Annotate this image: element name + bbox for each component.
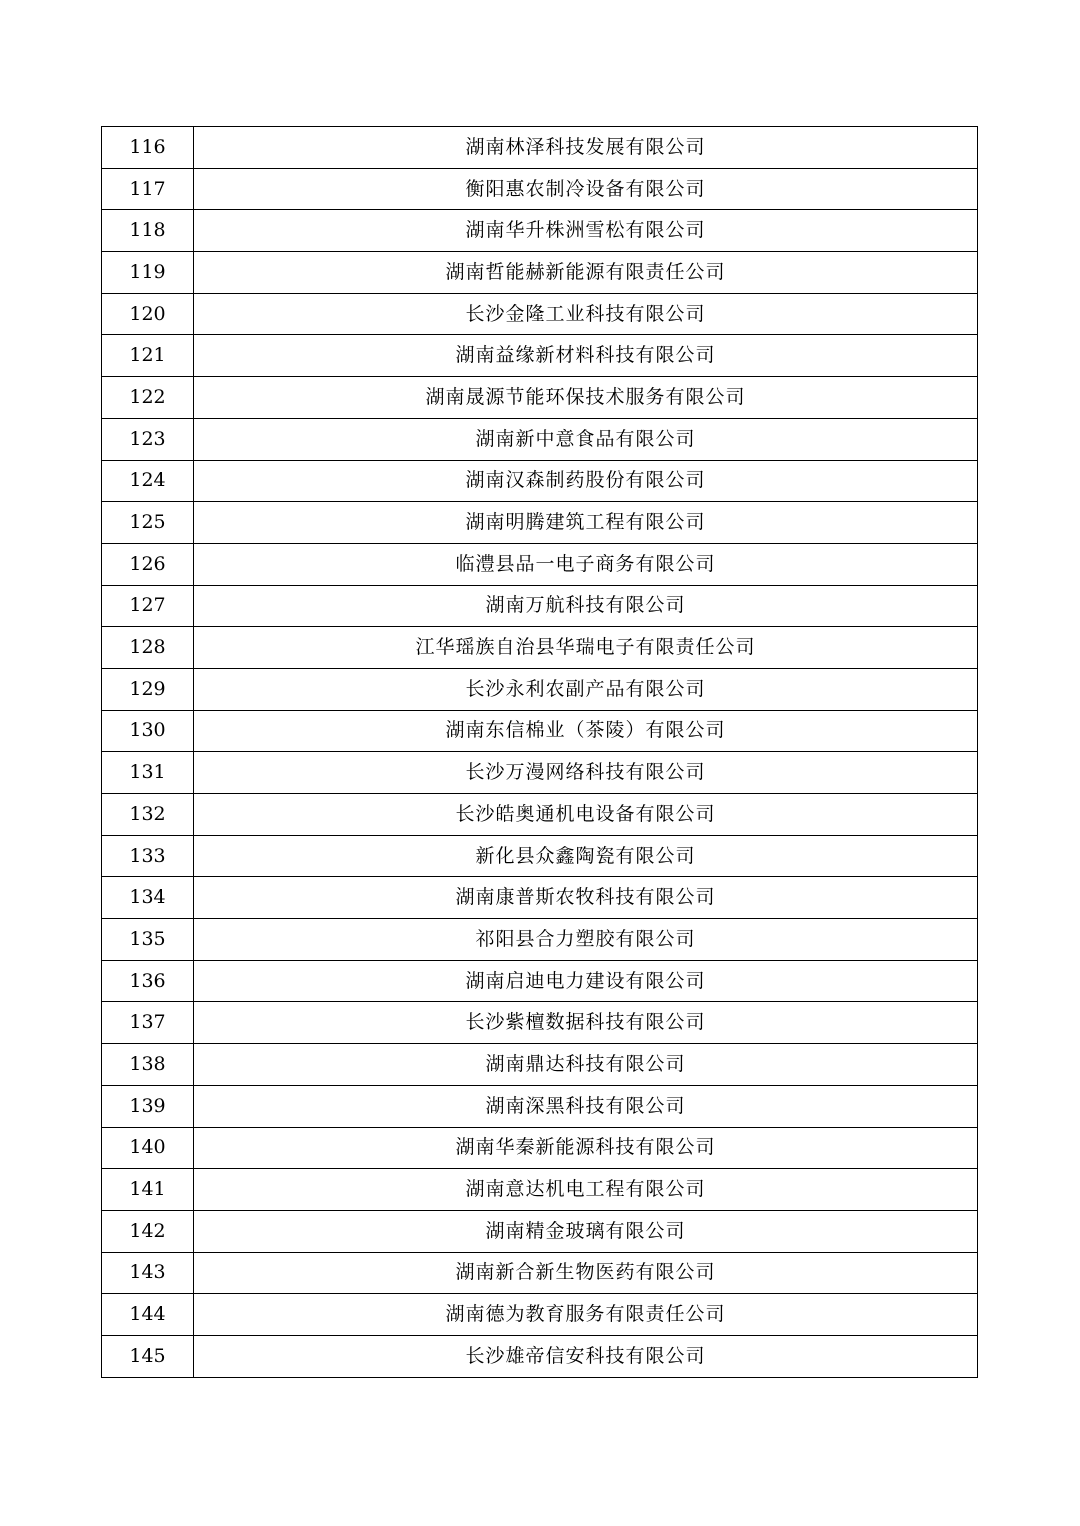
table-row [102,460,978,502]
company-name-cell: 长沙万漫网络科技有限公司 [194,752,978,794]
table-row [102,1085,978,1127]
table-row [102,960,978,1002]
table-row [102,1169,978,1211]
row-number-cell: 127 [102,585,194,627]
row-number-cell: 138 [102,1044,194,1086]
company-name-cell: 江华瑶族自治县华瑞电子有限责任公司 [194,627,978,669]
company-name-cell: 长沙金隆工业科技有限公司 [194,293,978,335]
row-number-cell: 119 [102,252,194,294]
row-number-cell: 137 [102,1002,194,1044]
company-name-cell: 长沙永利农副产品有限公司 [194,668,978,710]
company-name-cell: 湖南东信棉业（茶陵）有限公司 [194,710,978,752]
company-name-cell: 新化县众鑫陶瓷有限公司 [194,835,978,877]
row-number-cell: 123 [102,418,194,460]
row-number-cell: 141 [102,1169,194,1211]
company-name-cell: 湖南华秦新能源科技有限公司 [194,1127,978,1169]
company-name-cell: 湖南晟源节能环保技术服务有限公司 [194,377,978,419]
row-number-cell: 128 [102,627,194,669]
table-row [102,1294,978,1336]
row-number-cell: 126 [102,543,194,585]
row-number-cell: 133 [102,835,194,877]
company-name-cell: 湖南康普斯农牧科技有限公司 [194,877,978,919]
row-number-cell: 135 [102,919,194,961]
company-name-cell: 湖南启迪电力建设有限公司 [194,960,978,1002]
company-name-cell: 湖南德为教育服务有限责任公司 [194,1294,978,1336]
table-body [102,127,978,1378]
company-name-cell: 湖南鼎达科技有限公司 [194,1044,978,1086]
table-row [102,1210,978,1252]
row-number-cell: 121 [102,335,194,377]
row-number-cell: 118 [102,210,194,252]
company-name-cell: 湖南深黑科技有限公司 [194,1085,978,1127]
table-row [102,335,978,377]
row-number-cell: 122 [102,377,194,419]
row-number-cell: 142 [102,1210,194,1252]
table-row [102,710,978,752]
table-row [102,293,978,335]
company-name-cell: 湖南明腾建筑工程有限公司 [194,502,978,544]
table-row [102,252,978,294]
row-number-cell: 143 [102,1252,194,1294]
row-number-cell: 125 [102,502,194,544]
row-number-cell: 140 [102,1127,194,1169]
table-row [102,377,978,419]
row-number-cell: 120 [102,293,194,335]
row-number-cell: 134 [102,877,194,919]
row-number-cell: 132 [102,794,194,836]
company-name-cell: 湖南益缘新材料科技有限公司 [194,335,978,377]
company-name-cell: 湖南万航科技有限公司 [194,585,978,627]
company-name-cell: 衡阳惠农制冷设备有限公司 [194,168,978,210]
table-row [102,835,978,877]
row-number-cell: 130 [102,710,194,752]
company-list-table [101,126,978,1378]
table-row [102,585,978,627]
company-name-cell: 湖南意达机电工程有限公司 [194,1169,978,1211]
row-number-cell: 144 [102,1294,194,1336]
table-row [102,919,978,961]
row-number-cell: 124 [102,460,194,502]
table-row [102,1044,978,1086]
company-name-cell: 湖南林泽科技发展有限公司 [194,127,978,169]
table-row [102,418,978,460]
table-row [102,127,978,169]
company-name-cell: 湖南新合新生物医药有限公司 [194,1252,978,1294]
table-row [102,1127,978,1169]
company-name-cell: 长沙雄帝信安科技有限公司 [194,1335,978,1377]
row-number-cell: 139 [102,1085,194,1127]
company-name-cell: 长沙紫檀数据科技有限公司 [194,1002,978,1044]
table-row [102,168,978,210]
table-row [102,210,978,252]
row-number-cell: 136 [102,960,194,1002]
table-row [102,502,978,544]
row-number-cell: 131 [102,752,194,794]
table-row [102,627,978,669]
company-name-cell: 临澧县品一电子商务有限公司 [194,543,978,585]
table-row [102,1252,978,1294]
table-row [102,543,978,585]
company-name-cell: 湖南新中意食品有限公司 [194,418,978,460]
table-row [102,668,978,710]
table-row [102,794,978,836]
table-row [102,752,978,794]
row-number-cell: 116 [102,127,194,169]
row-number-cell: 145 [102,1335,194,1377]
table-row [102,1002,978,1044]
company-name-cell: 长沙皓奥通机电设备有限公司 [194,794,978,836]
company-name-cell: 湖南汉森制药股份有限公司 [194,460,978,502]
company-name-cell: 祁阳县合力塑胶有限公司 [194,919,978,961]
row-number-cell: 117 [102,168,194,210]
company-name-cell: 湖南华升株洲雪松有限公司 [194,210,978,252]
table-row [102,1335,978,1377]
table-row [102,877,978,919]
company-name-cell: 湖南哲能赫新能源有限责任公司 [194,252,978,294]
company-name-cell: 湖南精金玻璃有限公司 [194,1210,978,1252]
row-number-cell: 129 [102,668,194,710]
